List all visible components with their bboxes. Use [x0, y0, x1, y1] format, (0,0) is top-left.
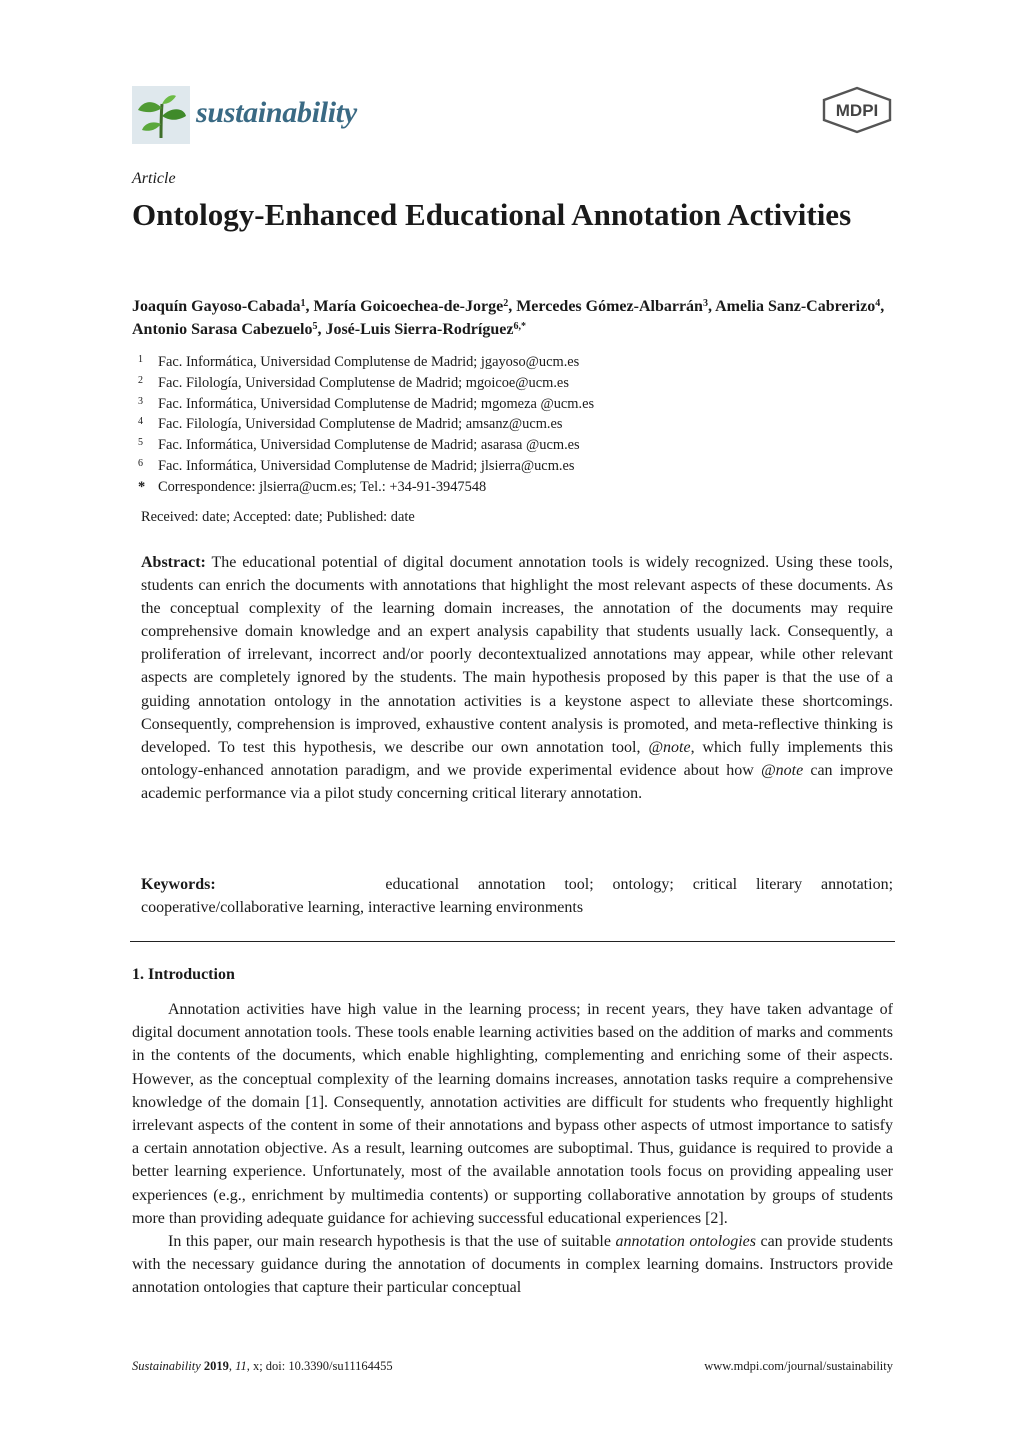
- affiliation-text: Fac. Filología, Universidad Complutense de Madrid; amsanz@ucm.es: [158, 416, 563, 433]
- body-text: can provide students with the necessary guidance during the annotation of documents in complex learning domains. Instructors provide annotation ontologies that capture their particular conceptual: [132, 1233, 893, 1297]
- affiliation-text: Fac. Informática, Universidad Complutense de Madrid; jlsierra@ucm.es: [158, 457, 575, 474]
- author-name: Amelia Sanz-Cabrerizo: [715, 298, 876, 315]
- section-divider: [130, 941, 895, 942]
- author-mark: 3: [702, 298, 708, 309]
- affiliation-text: Fac. Informática, Universidad Complutense de Madrid; mgomeza @ucm.es: [158, 395, 595, 412]
- author-name: Antonio Sarasa Cabezuelo: [132, 321, 313, 338]
- mdpi-logo-icon: [820, 86, 894, 134]
- abstract-text: can improve academic performance via a pilot study concerning critical literary annotation.: [141, 761, 893, 802]
- section-heading: 1. Introduction: [132, 966, 235, 983]
- tool-name: @note: [648, 738, 691, 756]
- keywords-text: educational annotation tool; ontology; critical literary annotation;: [385, 876, 894, 893]
- abstract-text: , which fully implements this ontology-enhanced annotation paradigm, and we provide experimental evidence about how: [141, 738, 894, 779]
- author-name: Joaquín Gayoso-Cabada: [132, 298, 301, 315]
- affiliation-number: 1: [138, 354, 143, 365]
- author-name: José-Luis Sierra-Rodríguez: [325, 321, 514, 338]
- author-name: Mercedes Gómez-Albarrán: [516, 298, 703, 315]
- author-list: Joaquín Gayoso-Cabada$^1$, María Goicoechea-de-Jorge$^2$, Mercedes Gómez-Albarrán$^3$, Amelia Sanz-Cabrerizo$^4$, Antonio Sarasa Cabezuelo$^5$, José-Luis Sierra-Rodríguez$^{6,*}$: [132, 298, 885, 338]
- author-mark: 4: [875, 298, 881, 309]
- body-paragraph: [132, 1230, 893, 1300]
- footer-volume: 11: [235, 1359, 247, 1373]
- correspondence-item: [138, 477, 878, 498]
- page-footer: [132, 1359, 893, 1374]
- affiliation-text: Fac. Informática, Universidad Complutense de Madrid; asarasa @ucm.es: [158, 437, 580, 454]
- correspondence-text: Correspondence: jlsierra@ucm.es; Tel.: +34-91-3947548: [158, 478, 487, 495]
- affiliation-number: 5: [138, 437, 143, 449]
- body-text: In this paper, our main research hypothesis is that the use of suitable: [168, 1233, 616, 1251]
- keywords-label: Keywords:: [141, 876, 216, 893]
- keywords: [141, 873, 893, 919]
- author-mark: 6,*: [513, 321, 526, 332]
- abstract: [141, 551, 893, 805]
- section-body: [132, 998, 893, 1300]
- affiliation-number: 2: [138, 374, 143, 386]
- correspondence-mark: *: [138, 478, 146, 495]
- abstract-text: The educational potential of digital document annotation tools is widely recognized. Using these tools, students can enrich the documents with annotations that highlight the most relevant aspects of these documents. As the conceptual complexity of the learning domain increases, the annotation of the documents may require comprehensive domain knowledge and an expert analysis capability that students usually lack. Consequently, a proliferation of irrelevant, incorrect and/or poorly decontextualized annotations may appear, while other relevant aspects are completely ignored by the students. The main hypothesis proposed by this paper is that the use of a guiding annotation ontology in the annotation activities is a keystone aspect to alleviate these shortcomings. Consequently, comprehension is improved, exhaustive content analysis is promoted, and meta-reflective thinking is developed. To test this hypothesis, we describe our own annotation tool,: [141, 554, 893, 756]
- affiliation-item: [138, 352, 878, 373]
- author-mark: 5: [312, 321, 318, 332]
- affiliation-text: Fac. Filología, Universidad Complutense de Madrid; mgoicoe@ucm.es: [158, 374, 569, 391]
- affiliation-number: 6: [138, 457, 143, 469]
- keywords-line-1: [141, 873, 893, 896]
- body-paragraph: Annotation activities have high value in the learning process; in recent years, they have taken advantage of digital document annotation tools. These tools enable learning activities based on the addition of marks and comments in the contents of the documents, which enable highlighting, complementing and enriching some of their aspects. However, as the conceptual complexity of the learning domains increases, annotation tasks require a comprehensive knowledge of the domain [1]. Consequently, annotation activities are difficult for students who frequently highlight irrelevant aspects of the content in some of their annotations and bypass other aspects of utmost importance to satisfy a certain annotation objective. As a result, learning outcomes are suboptimal. Thus, guidance is required to provide a better learning experience. Unfortunately, most of the available annotation tools focus on providing appealing user experiences (e.g., enrichment by multimedia contents) or supporting collaborative annotation by groups of students more than providing adequate guidance for achieving successful educational experiences [2].: [132, 1001, 893, 1227]
- sustainability-logo-icon: [132, 86, 190, 144]
- affiliation-item: [138, 456, 878, 477]
- author-name: María Goicoechea-de-Jorge: [313, 298, 504, 315]
- footer-journal: Sustainability: [132, 1359, 201, 1373]
- abstract-label: Abstract:: [141, 554, 206, 571]
- affiliation-list: [138, 352, 878, 498]
- author-mark: 2: [503, 298, 509, 309]
- affiliation-number: 4: [138, 416, 143, 428]
- affiliation-item: [138, 435, 878, 456]
- author-mark: 1: [300, 298, 306, 309]
- affiliation-item: [138, 394, 878, 415]
- page-header: [132, 86, 896, 148]
- article-type: Article: [132, 170, 176, 187]
- publication-dates: Received: date; Accepted: date; Published: date: [141, 509, 415, 525]
- affiliation-item: [138, 414, 878, 435]
- journal-url[interactable]: www.mdpi.com/journal/sustainability: [704, 1359, 893, 1373]
- journal-name: sustainability: [196, 96, 357, 129]
- footer-year: 2019: [203, 1359, 229, 1373]
- affiliation-text: Fac. Informática, Universidad Complutense de Madrid; jgayoso@ucm.es: [158, 354, 580, 370]
- footer-doi: , x; doi: 10.3390/su11164455: [246, 1359, 393, 1373]
- paper-title: Ontology-Enhanced Educational Annotation Activities: [132, 197, 852, 232]
- citation: Sustainability 2019, 11, x; doi: 10.3390/su11164455: [132, 1359, 393, 1373]
- body-emphasis: annotation ontologies: [615, 1233, 756, 1251]
- keywords-line-2: cooperative/collaborative learning, interactive learning environments: [141, 899, 584, 916]
- affiliation-number: 3: [138, 395, 143, 407]
- mdpi-logo-text: MDPI: [835, 101, 879, 120]
- affiliation-item: [138, 373, 878, 394]
- tool-name: @note: [760, 761, 804, 779]
